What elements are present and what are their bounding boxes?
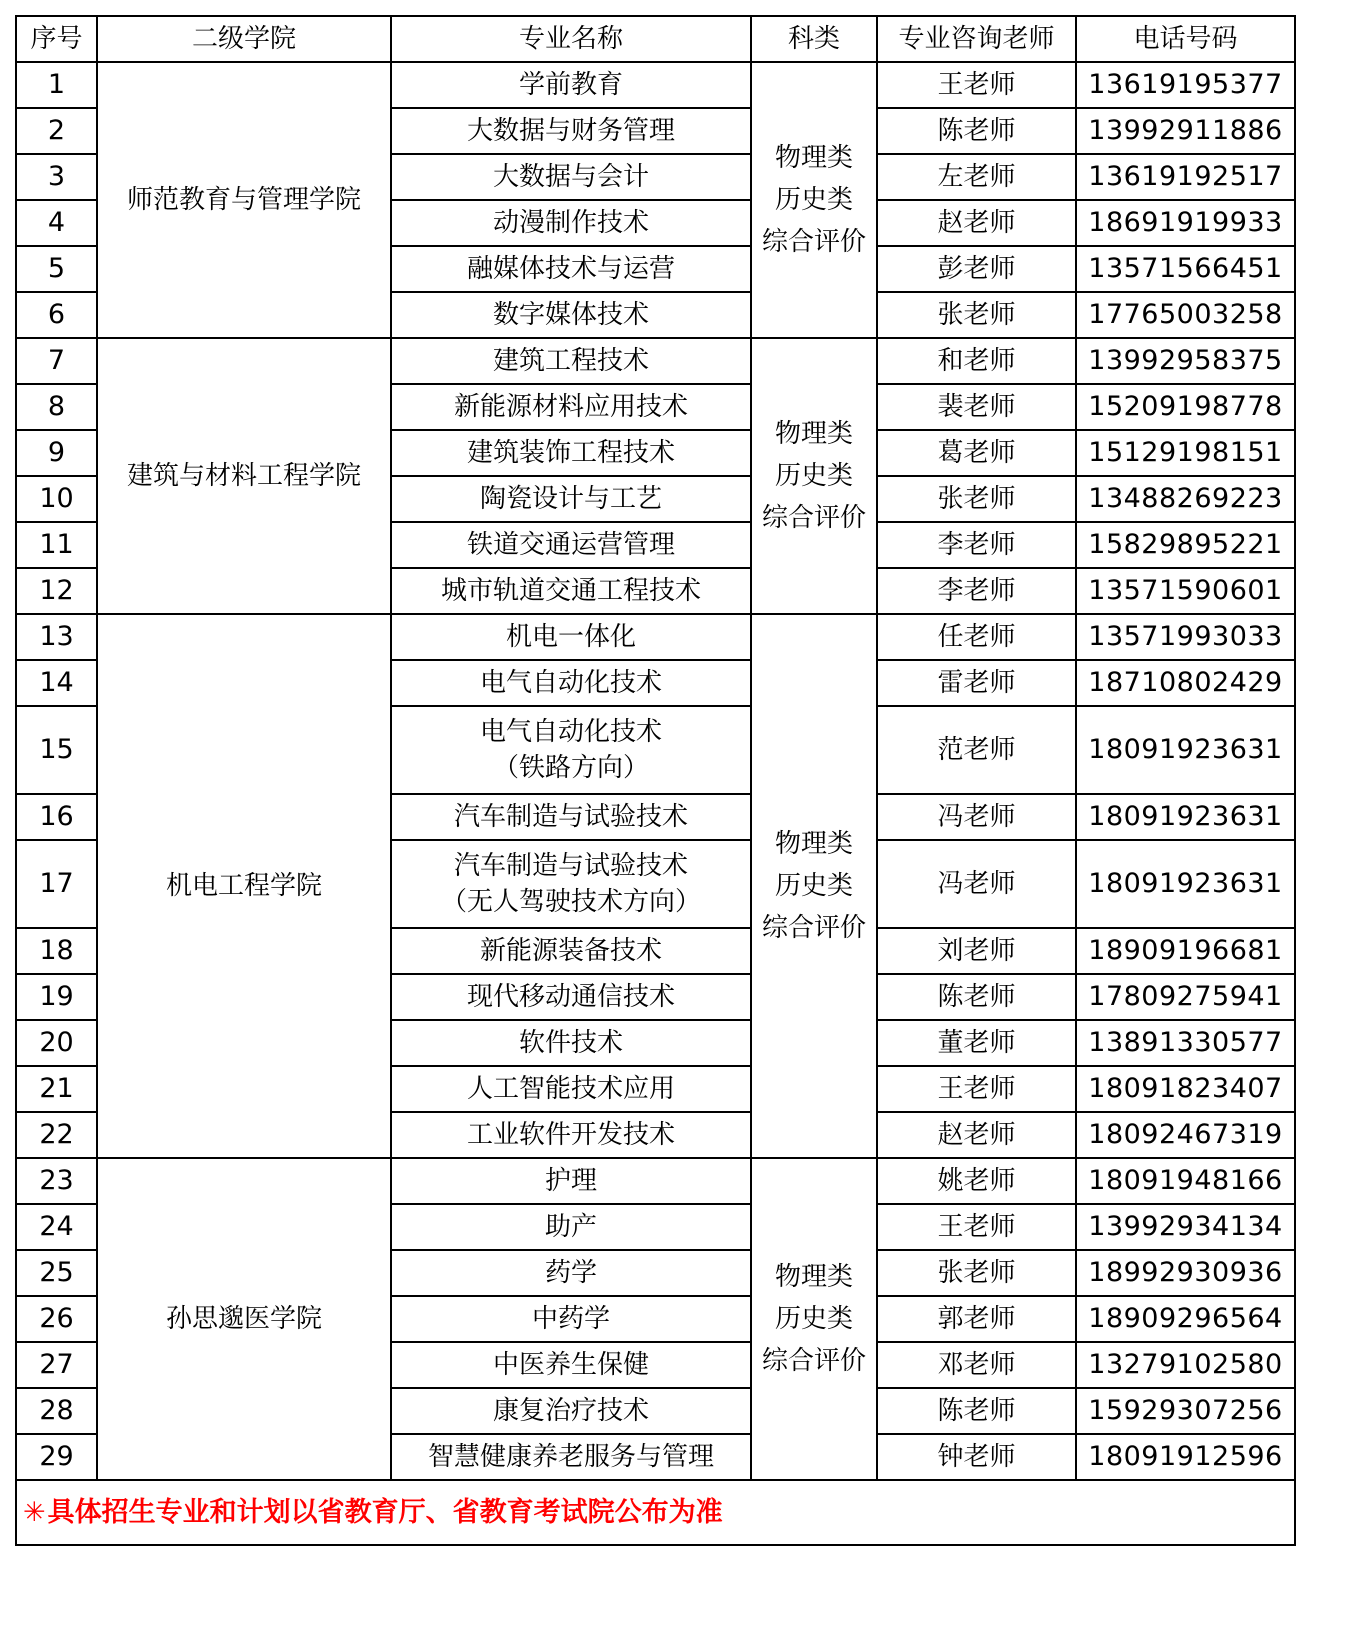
row-index: 22 [16,1112,97,1158]
admissions-table-container [15,15,1296,1546]
advisor-name: 张老师 [877,292,1076,338]
subject-category-item: 历史类 [774,185,853,215]
row-index: 3 [16,154,97,200]
phone-number: 17809275941 [1076,974,1295,1020]
subject-category-item: 综合评价 [761,1346,866,1376]
row-index: 5 [16,246,97,292]
phone-number: 13488269223 [1076,476,1295,522]
advisor-name: 裴老师 [877,384,1076,430]
subject-category-item: 综合评价 [761,227,866,257]
row-index: 16 [16,794,97,840]
major-name-line: 大数据与财务管理 [466,116,675,146]
phone-number: 18091923631 [1076,706,1295,794]
row-index: 21 [16,1066,97,1112]
major-name-line: 助产 [544,1212,597,1242]
advisor-name: 钟老师 [877,1434,1076,1480]
row-index: 24 [16,1204,97,1250]
row-index: 10 [16,476,97,522]
table-row [16,62,1295,108]
subject-category [751,614,877,1158]
advisor-name: 邓老师 [877,1342,1076,1388]
row-index: 28 [16,1388,97,1434]
row-index: 18 [16,928,97,974]
advisor-name: 雷老师 [877,660,1076,706]
college-name: 机电工程学院 [97,614,391,1158]
header-phone: 电话号码 [1076,16,1295,62]
major-name-line: 机电一体化 [505,622,636,652]
phone-number: 13571590601 [1076,568,1295,614]
row-index: 23 [16,1158,97,1204]
row-index: 13 [16,614,97,660]
phone-number: 13571993033 [1076,614,1295,660]
advisor-name: 姚老师 [877,1158,1076,1204]
major-name-line: 智慧健康养老服务与管理 [427,1442,714,1472]
header-advisor: 专业咨询老师 [877,16,1076,62]
major-name [391,384,751,430]
phone-number: 18710802429 [1076,660,1295,706]
phone-number: 18091912596 [1076,1434,1295,1480]
major-name [391,1204,751,1250]
footer-row [16,1480,1295,1545]
phone-number: 13891330577 [1076,1020,1295,1066]
major-name [391,1296,751,1342]
major-name [391,1020,751,1066]
header-row [16,16,1295,62]
major-name [391,1066,751,1112]
major-name-line: 融媒体技术与运营 [466,254,675,284]
major-name [391,108,751,154]
major-name [391,1342,751,1388]
row-index: 20 [16,1020,97,1066]
phone-number: 13992958375 [1076,338,1295,384]
table-row [16,338,1295,384]
advisor-name: 葛老师 [877,430,1076,476]
major-name [391,292,751,338]
advisor-name: 李老师 [877,522,1076,568]
subject-category-item: 物理类 [774,419,853,449]
phone-number: 18092467319 [1076,1112,1295,1158]
advisor-name: 董老师 [877,1020,1076,1066]
advisor-name: 李老师 [877,568,1076,614]
major-name [391,568,751,614]
advisor-name: 张老师 [877,1250,1076,1296]
table-body [16,62,1295,1480]
header-index: 序号 [16,16,97,62]
subject-category [751,1158,877,1480]
major-name [391,62,751,108]
footer-note: 具体招生专业和计划以省教育厅、省教育考试院公布为准 [47,1496,723,1528]
phone-number: 18691919933 [1076,200,1295,246]
row-index: 4 [16,200,97,246]
row-index: 19 [16,974,97,1020]
phone-number: 15209198778 [1076,384,1295,430]
major-name-line: 建筑工程技术 [492,346,649,376]
advisor-name: 陈老师 [877,974,1076,1020]
subject-category-item: 物理类 [774,143,853,173]
major-name [391,430,751,476]
advisor-name: 任老师 [877,614,1076,660]
major-name [391,1250,751,1296]
major-name [391,706,751,794]
subject-category-item: 综合评价 [761,913,866,943]
advisor-name: 王老师 [877,62,1076,108]
major-name [391,1434,751,1480]
major-name [391,974,751,1020]
row-index: 14 [16,660,97,706]
major-name-line: 汽车制造与试验技术 [453,851,688,881]
major-name-line: 新能源装备技术 [479,936,662,966]
major-name-line: 电气自动化技术 [479,717,662,747]
major-name-line: 铁道交通运营管理 [466,530,675,560]
row-index: 29 [16,1434,97,1480]
table-row [16,614,1295,660]
major-name-line: 学前教育 [518,70,623,100]
major-name [391,928,751,974]
advisor-name: 和老师 [877,338,1076,384]
row-index: 26 [16,1296,97,1342]
header-college: 二级学院 [97,16,391,62]
major-name-line: 药学 [544,1258,597,1288]
phone-number: 13619192517 [1076,154,1295,200]
major-name-line: 工业软件开发技术 [466,1120,675,1150]
subject-category-item: 物理类 [774,1262,853,1292]
phone-number: 13992934134 [1076,1204,1295,1250]
major-name [391,200,751,246]
phone-number: 15129198151 [1076,430,1295,476]
major-name [391,476,751,522]
phone-number: 15929307256 [1076,1388,1295,1434]
subject-category-item: 综合评价 [761,503,866,533]
phone-number: 15829895221 [1076,522,1295,568]
major-name-line: 城市轨道交通工程技术 [440,576,701,606]
college-name: 孙思邈医学院 [97,1158,391,1480]
table-row [16,1158,1295,1204]
major-name [391,154,751,200]
phone-number: 18091923631 [1076,794,1295,840]
major-name-line: 陶瓷设计与工艺 [479,484,662,514]
major-name-line: 软件技术 [518,1028,623,1058]
major-name [391,1388,751,1434]
advisor-name: 范老师 [877,706,1076,794]
row-index: 7 [16,338,97,384]
header-major: 专业名称 [391,16,751,62]
major-name-line: 现代移动通信技术 [466,982,675,1012]
major-name-line: 汽车制造与试验技术 [453,802,688,832]
major-name-line: 数字媒体技术 [492,300,649,330]
advisor-name: 王老师 [877,1204,1076,1250]
phone-number: 13619195377 [1076,62,1295,108]
advisor-name: 郭老师 [877,1296,1076,1342]
row-index: 8 [16,384,97,430]
major-name-line: （无人驾驶技术方向） [440,887,701,917]
major-contact-table [15,15,1296,1546]
row-index: 6 [16,292,97,338]
subject-category-item: 物理类 [774,829,853,859]
major-name [391,1158,751,1204]
phone-number: 18909196681 [1076,928,1295,974]
college-name: 师范教育与管理学院 [97,62,391,338]
subject-category [751,62,877,338]
major-name-line: 康复治疗技术 [492,1396,649,1426]
advisor-name: 陈老师 [877,108,1076,154]
advisor-name: 陈老师 [877,1388,1076,1434]
phone-number: 17765003258 [1076,292,1295,338]
major-name-line: 电气自动化技术 [479,668,662,698]
asterisk-icon: ✳ [23,1496,46,1528]
row-index: 17 [16,840,97,928]
advisor-name: 张老师 [877,476,1076,522]
subject-category [751,338,877,614]
advisor-name: 赵老师 [877,200,1076,246]
row-index: 12 [16,568,97,614]
major-name [391,794,751,840]
major-name-line: 建筑装饰工程技术 [466,438,675,468]
phone-number: 13992911886 [1076,108,1295,154]
row-index: 9 [16,430,97,476]
advisor-name: 冯老师 [877,840,1076,928]
major-name-line: 中药学 [531,1304,610,1334]
major-name-line: 新能源材料应用技术 [453,392,688,422]
subject-category-item: 历史类 [774,461,853,491]
major-name-line: 人工智能技术应用 [466,1074,675,1104]
major-name [391,338,751,384]
major-name [391,660,751,706]
advisor-name: 刘老师 [877,928,1076,974]
advisor-name: 王老师 [877,1066,1076,1112]
major-name-line: 护理 [544,1166,597,1196]
phone-number: 18091948166 [1076,1158,1295,1204]
major-name-line: 动漫制作技术 [492,208,649,238]
row-index: 25 [16,1250,97,1296]
phone-number: 18091823407 [1076,1066,1295,1112]
phone-number: 13571566451 [1076,246,1295,292]
footer-note-cell [16,1480,1295,1545]
major-name-line: （铁路方向） [492,753,649,783]
row-index: 11 [16,522,97,568]
phone-number: 18091923631 [1076,840,1295,928]
major-name [391,614,751,660]
row-index: 27 [16,1342,97,1388]
row-index: 1 [16,62,97,108]
subject-category-item: 历史类 [774,871,853,901]
advisor-name: 赵老师 [877,1112,1076,1158]
phone-number: 13279102580 [1076,1342,1295,1388]
major-name [391,522,751,568]
advisor-name: 彭老师 [877,246,1076,292]
major-name [391,1112,751,1158]
phone-number: 18909296564 [1076,1296,1295,1342]
phone-number: 18992930936 [1076,1250,1295,1296]
row-index: 2 [16,108,97,154]
major-name [391,840,751,928]
row-index: 15 [16,706,97,794]
header-category: 科类 [751,16,877,62]
advisor-name: 左老师 [877,154,1076,200]
major-name [391,246,751,292]
major-name-line: 大数据与会计 [492,162,649,192]
college-name: 建筑与材料工程学院 [97,338,391,614]
subject-category-item: 历史类 [774,1304,853,1334]
major-name-line: 中医养生保健 [492,1350,649,1380]
advisor-name: 冯老师 [877,794,1076,840]
